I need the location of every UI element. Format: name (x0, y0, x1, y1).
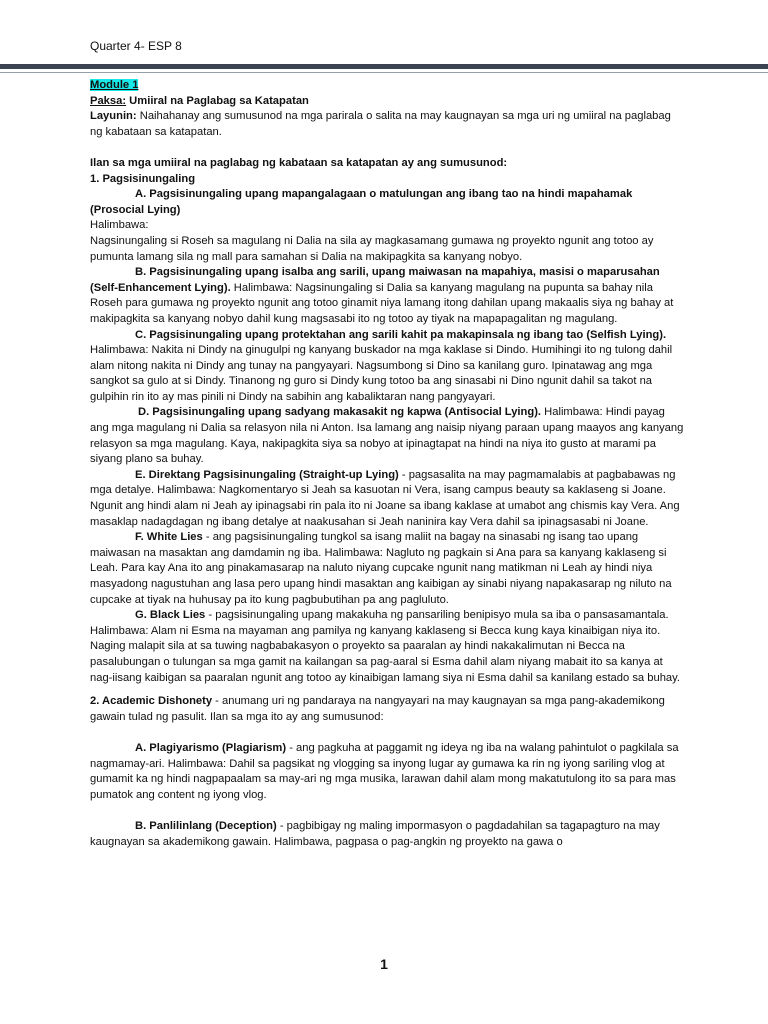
section2-a-text: - ang pagkuha at paggamit ng ideya ng iba na walang pahintulot o pagkilala sa nagmamay-ari. Halimbawa: Dahil sa pagsikat ng vlogging sa inyong lugar ay gumawa ka rin ng iyong sariling vlog at gumamit ka ng hindi nagpapaalam sa may-ari ng mga musika, larawan dahil alam mong makatutulong ito sa para mas pumatok ang content ng iyong vlog. (90, 741, 679, 801)
section1-e-text: - pagsasalita na may pagmamalabis at pagbabawas ng mga detalye. Halimbawa: Nagkomentaryo si Jeah sa kasuotan ni Vera, isang campus beauty sa kaklaseng si Joane. Ngunit ang hindi alam ni Jeah ay ipinagsabi rin pala ito ni Joane sa ibang kaklase at umabot ang chismis kay Vera. Ang masaklap nadagdagan ng ibang detalye at naakusahan si Jeah naninira kay Vera dahil sa ipinagsasabi ni Joane. (90, 468, 680, 528)
section1-b-text: Halimbawa: Nagsinungaling si Dalia sa kanyang magulang na pupunta sa bahay nila Roseh para gumawa ng proyekto ngunit ang totoo ginamit niya lamang itong dahilan upang makaalis siya ng bahay at makipagkita sa kanyang nobyo dahil kung magsasabi ito ng totoo ay tiyak na mapapagalitan ng magulang. (90, 281, 674, 325)
section2-heading-text: - anumang uri ng pandaraya na nangyayari na may kaugnayan sa mga pang-akademikong gawain tulad ng pasulit. Ilan sa mga ito ay ang sumusunod: (90, 695, 665, 723)
paksa-label: Paksa: (90, 94, 127, 107)
section1-f-text: - ang pagsisinungaling tungkol sa isang maliit na bagay na sinasabi ng isang tao upang maiwasan na masaktan ang damdamin ng iba. Halimbawa: Nagluto ng pagkain si Ana para sa kanyang kaklaseng si Leah. Para kay Ana ito ang pinakamasarap na naluto niyang cupcake ngunit nang matikman ni Leah ay hindi niya masyadong nagustuhan ang lasa pero upang hindi masaktan ang kaibigan ay sinabi niyang napakasarap ng niluto na cupcake at tiyak na huhusay pa ito kung pagbubutihan pa ang pagluluto. (90, 531, 672, 606)
section1-f-title: F. White Lies (135, 531, 203, 544)
page-number: 1 (380, 956, 388, 972)
section1-c-paragraph (90, 328, 684, 406)
section2-b-title: B. Panlilinlang (Deception) (135, 819, 277, 832)
section1-d-text: Halimbawa: Hindi payag ang mga magulang ni Dalia sa relasyon nila ni Anton. Isa lamang ang naisip niyang paraan upang maayos ang kanyang relasyon sa mga magulang. Kaya, nakipagkita siya sa nobyo at ipinagtapat na hindi na niya ito gusto at marami pa siyang plano sa buhay. (90, 406, 684, 466)
header-divider-thin (0, 72, 768, 73)
section1-e-paragraph (90, 468, 684, 530)
section1-d-title: D. Pagsisinungaling upang sadyang makasakit ng kapwa (Antisocial Lying). (138, 406, 542, 419)
spacer (90, 686, 684, 694)
section1-c-title: C. Pagsisinungaling upang protektahan ang sarili kahit pa makapinsala ng ibang tao (Selfish Lying). (135, 328, 667, 341)
section1-g-title: G. Black Lies (135, 609, 206, 622)
section2-a-paragraph (90, 741, 684, 803)
section1-g-text: - pagsisinungaling upang makakuha ng pansariling benipisyo mula sa iba o pansasamantala. Halimbawa: Alam ni Esma na mayaman ang pamilya ng kanyang kaklaseng si Becca kung kaya kinaibigan niya ito. Naging malapit sila at sa tuwing nagbabakasyon o proyekto sa paaralan ay hindi nakakalimutan ni Becca na pasalubungan o tulungan sa mga gamit na kailangan sa pag-aaral si Esma dahil alam niyang mabait ito sa kanya at nag-iisang kaibigan sa paaralan ngunit ang totoo ay kinaibigan lamang siya ni Esma dahil sa kanilang estado sa buhay. (90, 609, 681, 684)
section1-a-example-label: Halimbawa: (90, 219, 149, 232)
module-label: Module 1 (90, 79, 139, 91)
section1-b-title: B. Pagsisinungaling upang isalba ang sarili, upang maiwasan na mapahiya, masisi o maparusahan (Self-Enhancement Lying). (90, 266, 660, 294)
section2-heading: 2. Academic Dishonety (90, 695, 213, 708)
layunin-label: Layunin: (90, 110, 137, 123)
header-title: Quarter 4- ESP 8 (90, 39, 182, 53)
spacer (90, 725, 684, 741)
section2-a-title: A. Plagiyarismo (Plagiarism) (135, 741, 287, 754)
section1-e-title: E. Direktang Pagsisinungaling (Straight-up Lying) (135, 468, 399, 481)
spacer (90, 803, 684, 819)
paksa-line (90, 94, 684, 110)
section2-b-paragraph (90, 819, 684, 850)
header-divider (0, 64, 768, 69)
layunin-line (90, 109, 684, 140)
layunin-text: Naihahanay ang sumusunod na mga parirala o salita na may kaugnayan sa mga uri ng umiiral na paglabag ng kabataan sa katapatan. (90, 110, 671, 138)
section1-d-paragraph (90, 405, 684, 467)
section1-a-title: A. Pagsisinungaling upang mapangalagaan o matulungan ang ibang tao na hindi mapahamak (Prosocial Lying) (90, 188, 633, 216)
module-label-line (90, 78, 684, 94)
intro-text: Ilan sa mga umiiral na paglabag ng kabataan sa katapatan ay ang sumusunod: (90, 156, 508, 169)
section1-g-paragraph (90, 608, 684, 686)
section2-heading-paragraph (90, 694, 684, 725)
section1-f-paragraph (90, 530, 684, 608)
spacer (90, 140, 684, 156)
section1-c-text: Halimbawa: Nakita ni Dindy na ginugulpi ng kanyang buskador na mga kaklase si Dindo. Humihingi ito ng tulong dahil alam nitong nakita ni Dindy ang tunay na pangyayari. Nagsumbong si Dino sa kanilang guro. Ipinatawag ang mga sangkot sa gulo at si Dindy. Tinanong ng guro si Dindy kung totoo ba ang sinasabi ni Dino ngunit dahil sa takot na gulpihin rin ito ay mas pinili ni Dindy na sabihin ang kabaliktaran nang pangyayari. (90, 344, 673, 403)
section2-b-text: - pagbibigay ng maling impormasyon o pagdadahilan sa tagapagturo na may kaugnayan sa akademikong gawain. Halimbawa, pagpasa o pag-angkin ng proyekto na gawa o (90, 819, 660, 848)
paksa-text: Umiiral na Paglabag sa Katapatan (126, 94, 309, 107)
section1-a-example: Nagsinungaling si Roseh sa magulang ni Dalia na sila ay magkasamang gumawa ng proyekto ngunit ang totoo ay pumunta lamang sila ng mall para samahan si Dalia na makipagkita sa kanyang nobyo. (90, 234, 654, 263)
document-body (90, 78, 684, 850)
section1-heading: 1. Pagsisinungaling (90, 172, 196, 185)
section1-b-paragraph (90, 265, 684, 327)
